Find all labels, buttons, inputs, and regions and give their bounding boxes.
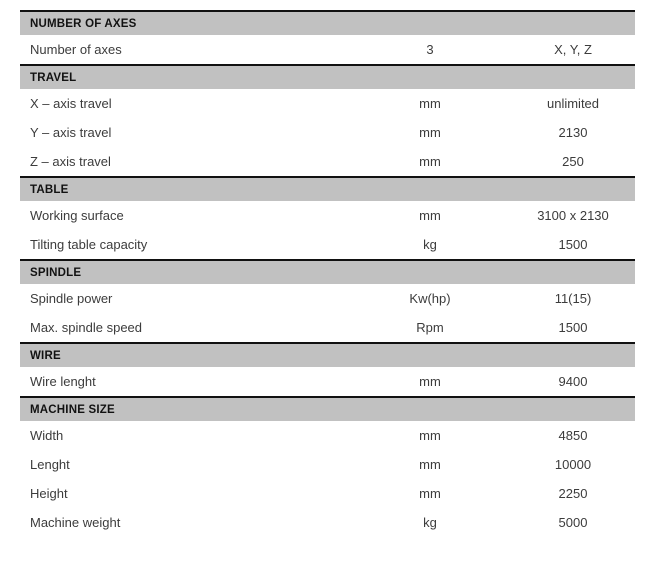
- spec-section: [20, 10, 635, 64]
- row-unit: mm: [419, 96, 441, 111]
- spec-section: [20, 259, 635, 342]
- row-value: 11(15): [554, 291, 592, 306]
- section-rows: [20, 201, 635, 259]
- spec-section: [20, 396, 635, 537]
- section-title: NUMBER OF AXES: [30, 17, 137, 30]
- row-value: 1500: [558, 237, 588, 252]
- section-header: [20, 12, 635, 35]
- row-unit: mm: [419, 154, 441, 169]
- section-rows: [20, 89, 635, 176]
- section-header: [20, 261, 635, 284]
- row-unit: Rpm: [416, 320, 444, 335]
- section-rows: [20, 284, 635, 342]
- spec-section: [20, 342, 635, 396]
- row-value: 250: [562, 154, 584, 169]
- row-unit: mm: [419, 457, 441, 472]
- table-row: [20, 89, 635, 118]
- row-label: Number of axes: [30, 42, 122, 57]
- section-title: MACHINE SIZE: [30, 403, 115, 416]
- table-row: [20, 118, 635, 147]
- row-label: Max. spindle speed: [30, 320, 143, 335]
- section-header: [20, 344, 635, 367]
- row-label: Machine weight: [30, 515, 121, 530]
- section-title: TABLE: [30, 183, 69, 196]
- table-row: [20, 147, 635, 176]
- section-header: [20, 66, 635, 89]
- table-row: [20, 201, 635, 230]
- row-unit: Kw(hp): [409, 291, 451, 306]
- row-value: 1500: [558, 320, 588, 335]
- table-row: [20, 508, 635, 537]
- spec-section: [20, 176, 635, 259]
- row-value: 3100 x 2130: [537, 208, 609, 223]
- table-row: [20, 421, 635, 450]
- row-label: Lenght: [30, 457, 70, 472]
- row-label: X – axis travel: [30, 96, 112, 111]
- row-unit: kg: [423, 515, 437, 530]
- spec-section: [20, 64, 635, 176]
- table-row: [20, 450, 635, 479]
- table-row: [20, 479, 635, 508]
- row-label: Width: [30, 428, 64, 443]
- section-header: [20, 398, 635, 421]
- row-label: Spindle power: [30, 291, 113, 306]
- table-row: [20, 230, 635, 259]
- row-label: Height: [30, 486, 68, 501]
- row-unit: kg: [423, 237, 437, 252]
- row-value: 5000: [558, 515, 588, 530]
- row-value: unlimited: [546, 96, 600, 111]
- row-value: 2130: [558, 125, 588, 140]
- section-title: TRAVEL: [30, 71, 77, 84]
- table-row: [20, 313, 635, 342]
- row-unit: mm: [419, 428, 441, 443]
- row-value: X, Y, Z: [554, 42, 592, 57]
- row-unit: mm: [419, 208, 441, 223]
- section-rows: [20, 367, 635, 396]
- section-title: SPINDLE: [30, 266, 82, 279]
- row-label: Tilting table capacity: [30, 237, 148, 252]
- row-label: Z – axis travel: [30, 154, 111, 169]
- table-row: [20, 284, 635, 313]
- specification-table: [20, 10, 635, 537]
- row-label: Y – axis travel: [30, 125, 112, 140]
- section-rows: [20, 35, 635, 64]
- section-title: WIRE: [30, 349, 61, 362]
- table-row: [20, 35, 635, 64]
- row-unit: mm: [419, 486, 441, 501]
- row-value: 9400: [558, 374, 588, 389]
- row-label: Wire lenght: [30, 374, 96, 389]
- row-value: 2250: [558, 486, 588, 501]
- row-unit: mm: [419, 374, 441, 389]
- row-label: Working surface: [30, 208, 124, 223]
- row-unit: mm: [419, 125, 441, 140]
- row-unit: 3: [426, 42, 434, 57]
- section-rows: [20, 421, 635, 537]
- section-header: [20, 178, 635, 201]
- row-value: 10000: [554, 457, 592, 472]
- table-row: [20, 367, 635, 396]
- row-value: 4850: [558, 428, 588, 443]
